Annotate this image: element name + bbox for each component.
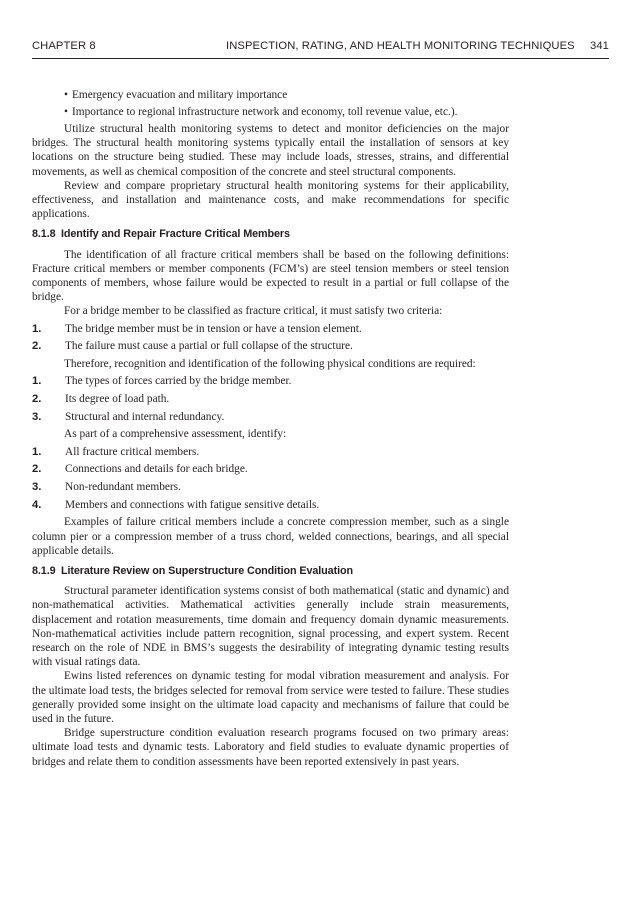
paragraph: The identification of all fracture critical members shall be based on the following definitions: Fracture critical members or member components (FCM’s) are steel tension members or steel tension components of members, whose failure would be expected to result in a partial or full collapse of the bridge. [32, 248, 509, 304]
bullet-text: Emergency evacuation and military importance [72, 89, 288, 101]
list-item [32, 410, 509, 424]
list-number: 1. [32, 322, 42, 335]
paragraph: Therefore, recognition and identification of the following physical conditions are required: [64, 358, 476, 371]
list-text: Members and connections with fatigue sensitive details. [65, 498, 320, 511]
numbered-list [32, 322, 509, 354]
list-number: 2. [32, 340, 42, 353]
section-heading [32, 564, 509, 578]
list-item [32, 480, 509, 494]
bullet-item [32, 88, 509, 102]
bullet-icon: • [64, 89, 68, 101]
bullet-text: Importance to regional infrastructure network and economy, toll revenue value, etc.). [72, 106, 458, 118]
list-number: 1. [32, 445, 42, 458]
list-text: All fracture critical members. [65, 445, 200, 458]
list-number: 3. [32, 410, 42, 423]
list-item [32, 374, 509, 388]
body-text [32, 88, 509, 769]
list-item [32, 498, 509, 512]
list-item [32, 339, 509, 353]
list-number: 3. [32, 480, 42, 493]
page-number: 341 [590, 40, 609, 52]
paragraph: Review and compare proprietary structural health monitoring systems for their applicability, effectiveness, and installation and maintenance costs, and make recommendations for specific applications. [32, 179, 509, 221]
chapter-title: INSPECTION, RATING, AND HEALTH MONITORING TECHNIQUES [226, 40, 575, 52]
paragraph: Examples of failure critical members include a concrete compression member, such as a single column pier or a compression member of a truss chord, welded connections, bearings, and all special applicable details. [32, 516, 509, 557]
chapter-label: CHAPTER 8 [32, 40, 96, 52]
bullet-icon: • [64, 106, 68, 118]
list-text: Non-redundant members. [65, 480, 181, 493]
list-text: The bridge member must be in tension or have a tension element. [65, 322, 362, 335]
list-number: 4. [32, 498, 42, 511]
running-header [32, 40, 609, 58]
numbered-list [32, 445, 509, 512]
paragraph: Structural parameter identification systems consist of both mathematical (static and dynamic) and non-mathematical activities. Mathematical activities generally include strain measurements, displacement and rotation measurements, time domain and frequency domain dynamic measurements. Non-mathematical activities include pattern recognition, signal processing, and expert system. Recent research on the role of NDE in BMS’s suggests the desirability of integrating dynamic testing results with visual ratings data. [32, 585, 509, 669]
section-heading [32, 227, 509, 241]
paragraph: For a bridge member to be classified as fracture critical, it must satisfy two criteria: [64, 305, 443, 318]
list-item [32, 445, 509, 459]
paragraph: Ewins listed references on dynamic testing for modal vibration measurement and analysis. For the ultimate load tests, the bridges selected for removal from service were tested to failure. These studies generally provided some insight on the ultimate load capacity and mechanisms of failure that could be used in the future. [32, 670, 509, 726]
list-text: Structural and internal redundancy. [65, 410, 225, 423]
section-number: 8.1.8 [32, 228, 56, 241]
list-item [32, 392, 509, 406]
paragraph: Bridge superstructure condition evaluation research programs focused on two primary areas: ultimate load tests and dynamic tests. Laboratory and field studies to evaluate dynamic properties of bridges and relate them to condition assessments have been reported extensively in past years. [32, 727, 509, 768]
bullet-item [32, 105, 509, 119]
list-number: 1. [32, 375, 42, 388]
paragraph: As part of a comprehensive assessment, identify: [64, 428, 287, 441]
section-number: 8.1.9 [32, 564, 56, 577]
list-number: 2. [32, 463, 42, 476]
header-rule [32, 58, 609, 59]
list-text: Its degree of load path. [65, 392, 170, 405]
section-title: Identify and Repair Fracture Critical Members [61, 228, 290, 241]
list-text: The types of forces carried by the bridge member. [65, 375, 292, 388]
paragraph: Utilize structural health monitoring systems to detect and monitor deficiencies on the major bridges. The structural health monitoring systems typically entail the installation of sensors at key locations on the structure being studied. These may include loads, stresses, strains, and differential movements, as well as chemical composition of the concrete and steel structural components. [32, 123, 509, 178]
list-text: The failure must cause a partial or full collapse of the structure. [65, 340, 353, 353]
list-item [32, 322, 509, 336]
list-number: 2. [32, 392, 42, 405]
section-title: Literature Review on Superstructure Condition Evaluation [61, 564, 353, 577]
list-item [32, 462, 509, 476]
numbered-list [32, 374, 509, 424]
list-text: Connections and details for each bridge. [65, 463, 248, 476]
